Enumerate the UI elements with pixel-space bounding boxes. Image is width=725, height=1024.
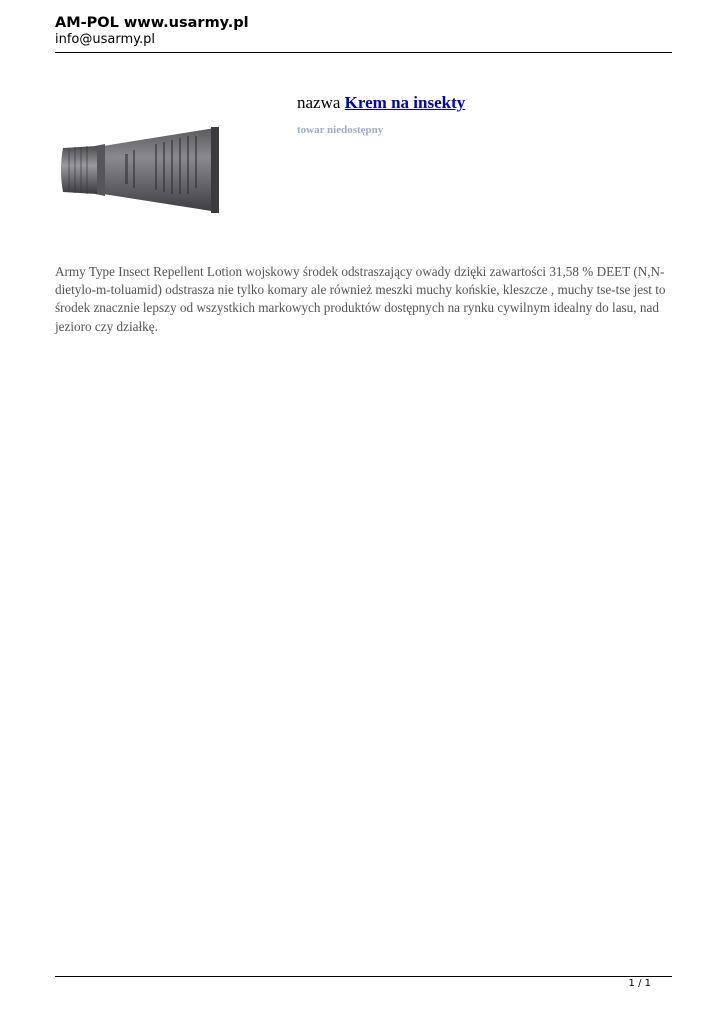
page-number: 1 / 1 (628, 978, 651, 989)
product-title-prefix: nazwa (297, 93, 341, 112)
site-title: AM-POL www.usarmy.pl (55, 15, 249, 31)
product-name-link[interactable]: Krem na insekty (344, 93, 466, 112)
footer-divider (55, 976, 672, 977)
repellent-tube-image (55, 124, 220, 216)
site-email: info@usarmy.pl (55, 32, 155, 47)
header-divider (55, 52, 672, 53)
product-description: Army Type Insect Repellent Lotion wojskowy środek odstraszający owady dzięki zawartości 31,58 % DEET (N,N-dietylo-m-toluamid) odstrasza nie tylko komary ale również meszki muchy końskie, kleszcze , muchy tse-tse jest to środek znacznie lepszy od wszystkich markowych produktów dostępnych na rynku cywilnym idealny do lasu, nad jezioro czy działkę. (55, 264, 666, 334)
product-title (297, 92, 465, 114)
availability-status: towar niedostępny (297, 124, 384, 136)
page-header (55, 14, 672, 48)
